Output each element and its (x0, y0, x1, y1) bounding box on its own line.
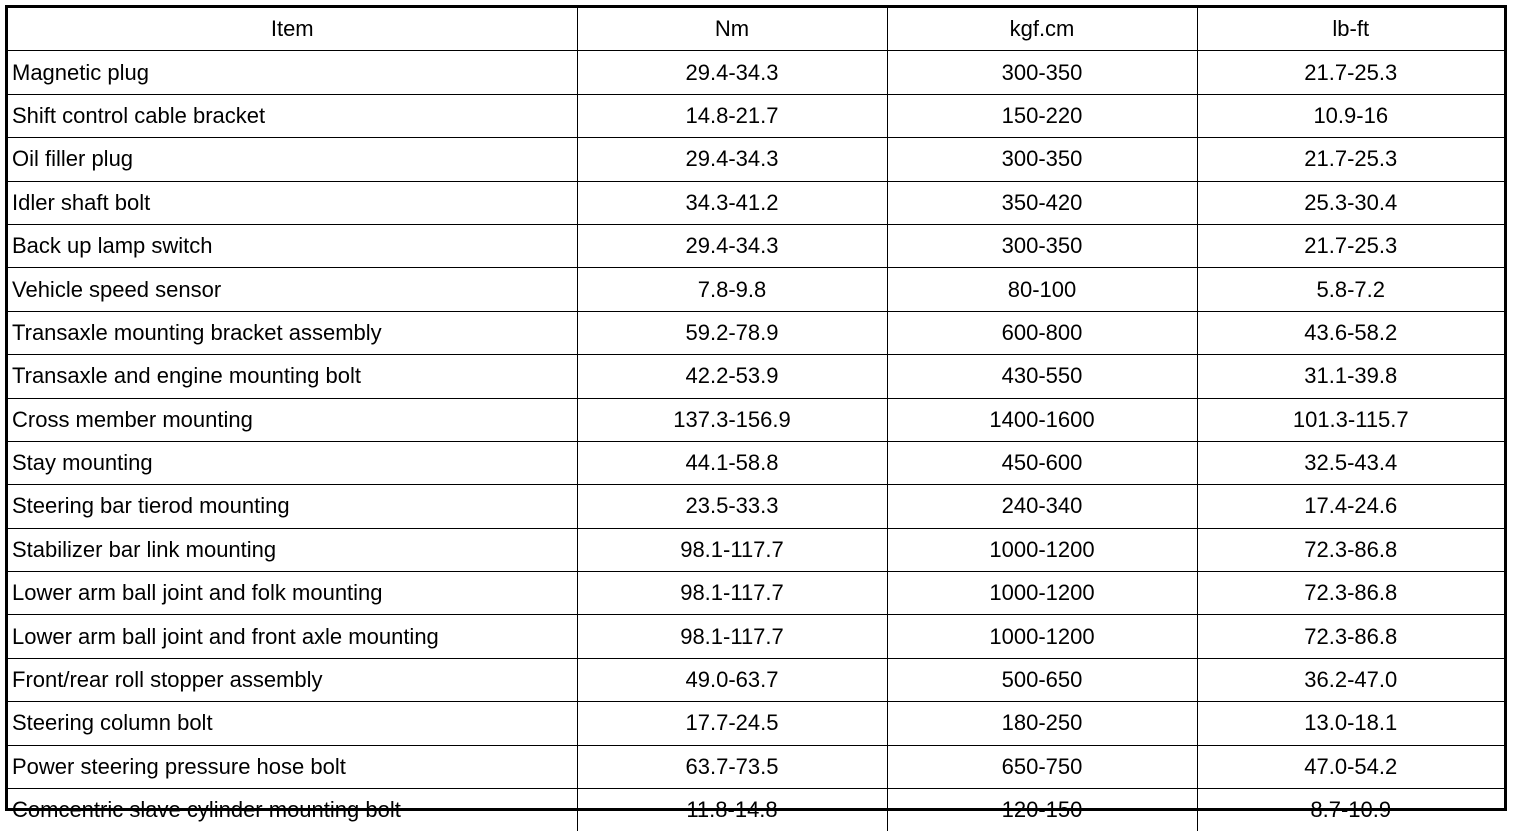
table-row (8, 138, 1504, 181)
cell-kgf-cm: 1000-1200 (887, 615, 1197, 658)
cell-lb-ft: 21.7-25.3 (1197, 51, 1504, 94)
cell-item: Cross member mounting (8, 398, 577, 441)
cell-kgf-cm: 1000-1200 (887, 572, 1197, 615)
cell-nm: 63.7-73.5 (577, 745, 887, 788)
table-row (8, 702, 1504, 745)
cell-kgf-cm: 450-600 (887, 441, 1197, 484)
cell-kgf-cm: 650-750 (887, 745, 1197, 788)
cell-nm: 17.7-24.5 (577, 702, 887, 745)
table-row (8, 528, 1504, 571)
cell-kgf-cm: 240-340 (887, 485, 1197, 528)
cell-item: Transaxle and engine mounting bolt (8, 355, 577, 398)
table-body (8, 51, 1504, 831)
table-row (8, 789, 1504, 831)
table-row (8, 224, 1504, 267)
cell-item: Comcentric slave cylinder mounting bolt (8, 789, 577, 831)
cell-kgf-cm: 300-350 (887, 51, 1197, 94)
cell-item: Power steering pressure hose bolt (8, 745, 577, 788)
cell-kgf-cm: 1000-1200 (887, 528, 1197, 571)
cell-nm: 11.8-14.8 (577, 789, 887, 831)
table-row (8, 355, 1504, 398)
column-header-nm: Nm (577, 8, 887, 51)
cell-lb-ft: 25.3-30.4 (1197, 181, 1504, 224)
cell-item: Idler shaft bolt (8, 181, 577, 224)
table-row (8, 572, 1504, 615)
cell-lb-ft: 21.7-25.3 (1197, 224, 1504, 267)
cell-item: Vehicle speed sensor (8, 268, 577, 311)
cell-item: Shift control cable bracket (8, 94, 577, 137)
cell-lb-ft: 10.9-16 (1197, 94, 1504, 137)
cell-item: Steering bar tierod mounting (8, 485, 577, 528)
table-row (8, 181, 1504, 224)
cell-nm: 29.4-34.3 (577, 138, 887, 181)
cell-lb-ft: 43.6-58.2 (1197, 311, 1504, 354)
cell-lb-ft: 32.5-43.4 (1197, 441, 1504, 484)
cell-nm: 29.4-34.3 (577, 224, 887, 267)
cell-nm: 98.1-117.7 (577, 615, 887, 658)
cell-item: Stay mounting (8, 441, 577, 484)
cell-lb-ft: 72.3-86.8 (1197, 572, 1504, 615)
table-row (8, 441, 1504, 484)
cell-lb-ft: 47.0-54.2 (1197, 745, 1504, 788)
cell-kgf-cm: 300-350 (887, 138, 1197, 181)
cell-item: Front/rear roll stopper assembly (8, 658, 577, 701)
cell-lb-ft: 72.3-86.8 (1197, 615, 1504, 658)
cell-item: Transaxle mounting bracket assembly (8, 311, 577, 354)
cell-kgf-cm: 180-250 (887, 702, 1197, 745)
column-header-lb-ft: lb-ft (1197, 8, 1504, 51)
cell-lb-ft: 31.1-39.8 (1197, 355, 1504, 398)
cell-item: Oil filler plug (8, 138, 577, 181)
table-row (8, 485, 1504, 528)
cell-nm: 29.4-34.3 (577, 51, 887, 94)
cell-nm: 59.2-78.9 (577, 311, 887, 354)
column-header-kgf-cm: kgf.cm (887, 8, 1197, 51)
cell-lb-ft: 101.3-115.7 (1197, 398, 1504, 441)
cell-kgf-cm: 600-800 (887, 311, 1197, 354)
cell-kgf-cm: 1400-1600 (887, 398, 1197, 441)
cell-nm: 137.3-156.9 (577, 398, 887, 441)
cell-kgf-cm: 500-650 (887, 658, 1197, 701)
cell-nm: 44.1-58.8 (577, 441, 887, 484)
cell-item: Steering column bolt (8, 702, 577, 745)
cell-nm: 34.3-41.2 (577, 181, 887, 224)
cell-item: Lower arm ball joint and folk mounting (8, 572, 577, 615)
cell-nm: 7.8-9.8 (577, 268, 887, 311)
cell-lb-ft: 36.2-47.0 (1197, 658, 1504, 701)
table-row (8, 268, 1504, 311)
cell-item: Magnetic plug (8, 51, 577, 94)
cell-nm: 23.5-33.3 (577, 485, 887, 528)
cell-nm: 98.1-117.7 (577, 572, 887, 615)
cell-kgf-cm: 150-220 (887, 94, 1197, 137)
table-row (8, 398, 1504, 441)
cell-item: Lower arm ball joint and front axle mounting (8, 615, 577, 658)
cell-lb-ft: 5.8-7.2 (1197, 268, 1504, 311)
torque-spec-table-frame (5, 5, 1507, 823)
cell-lb-ft: 8.7-10.9 (1197, 789, 1504, 831)
cell-item: Back up lamp switch (8, 224, 577, 267)
cell-item: Stabilizer bar link mounting (8, 528, 577, 571)
table-row (8, 615, 1504, 658)
table-header (8, 8, 1504, 51)
table-row (8, 311, 1504, 354)
table-row (8, 658, 1504, 701)
cell-nm: 42.2-53.9 (577, 355, 887, 398)
cell-kgf-cm: 350-420 (887, 181, 1197, 224)
column-header-item: Item (8, 8, 577, 51)
cell-lb-ft: 17.4-24.6 (1197, 485, 1504, 528)
table-row (8, 745, 1504, 788)
cell-lb-ft: 72.3-86.8 (1197, 528, 1504, 571)
cell-nm: 14.8-21.7 (577, 94, 887, 137)
cell-kgf-cm: 80-100 (887, 268, 1197, 311)
torque-spec-table (8, 8, 1504, 831)
table-row (8, 94, 1504, 137)
cell-lb-ft: 21.7-25.3 (1197, 138, 1504, 181)
cell-kgf-cm: 120-150 (887, 789, 1197, 831)
cell-kgf-cm: 300-350 (887, 224, 1197, 267)
cell-kgf-cm: 430-550 (887, 355, 1197, 398)
cell-nm: 49.0-63.7 (577, 658, 887, 701)
header-row (8, 8, 1504, 51)
cell-nm: 98.1-117.7 (577, 528, 887, 571)
cell-lb-ft: 13.0-18.1 (1197, 702, 1504, 745)
table-row (8, 51, 1504, 94)
